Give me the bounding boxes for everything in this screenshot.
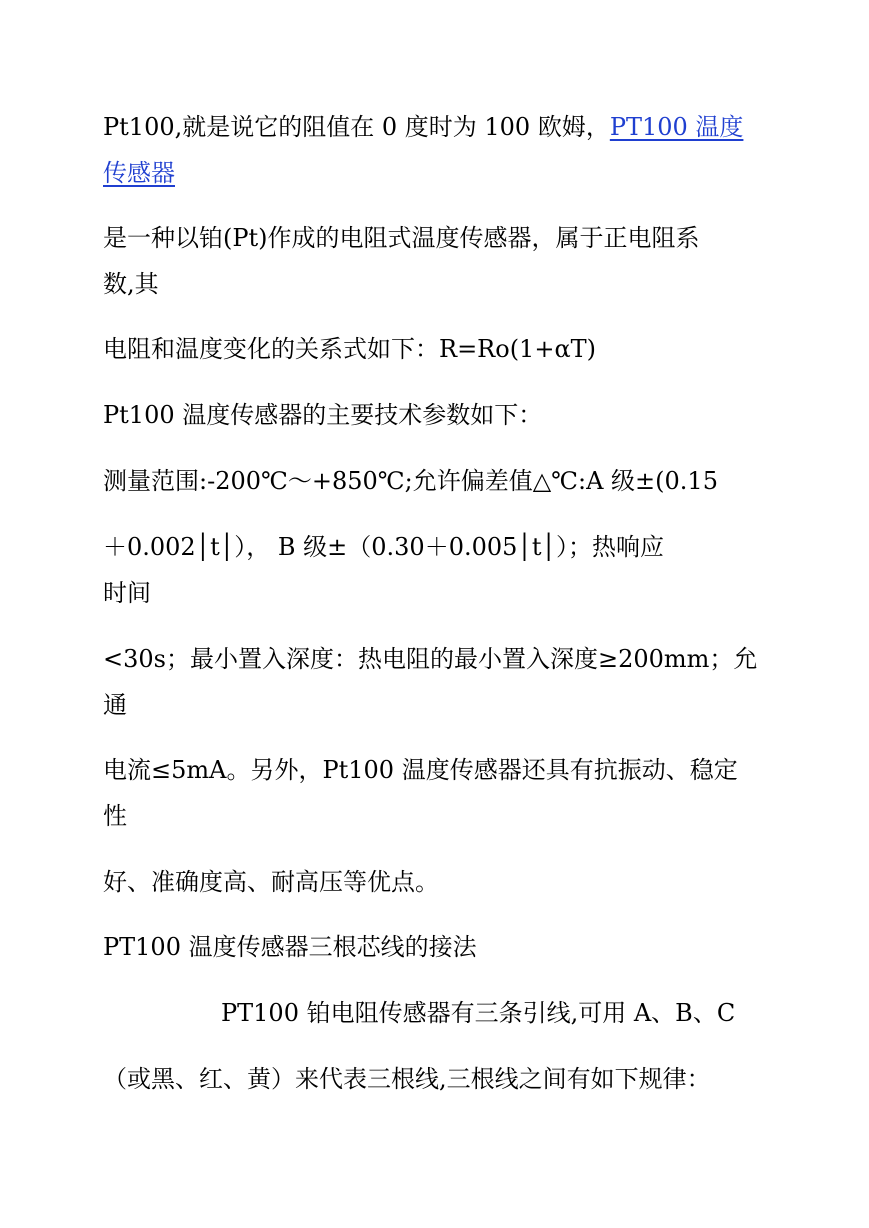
paragraph-advantages: 好、准确度高、耐高压等优点。 <box>103 868 439 896</box>
paragraph-tolerance-line-2: 时间 <box>103 579 151 607</box>
paragraph-tolerance-line-1: ＋0.002│t│）， B 级±（0.30＋0.005│t│）；热响应 <box>103 533 664 561</box>
intro-text: Pt100,就是说它的阻值在 0 度时为 100 欧姆， <box>103 113 610 141</box>
paragraph-definition-line-2: 数,其 <box>103 270 159 298</box>
paragraph-parameters-heading: Pt100 温度传感器的主要技术参数如下： <box>103 401 543 429</box>
paragraph-range: 测量范围:-200℃～+850℃;允许偏差值△℃:A 级±(0.15 <box>103 467 718 495</box>
paragraph-definition-line-1: 是一种以铂(Pt)作成的电阻式温度传感器，属于正电阻系 <box>103 224 700 252</box>
paragraph-formula: 电阻和温度变化的关系式如下：R=Ro(1+αT) <box>103 335 597 363</box>
section-heading-wiring: PT100 温度传感器三根芯线的接法 <box>103 933 477 961</box>
paragraph-intro-line-2 <box>103 150 783 196</box>
paragraph-current-line-2: 性 <box>103 802 127 830</box>
pt100-sensor-link[interactable]: PT100 温度 <box>609 113 744 141</box>
paragraph-response-line-2: 通 <box>103 691 127 719</box>
paragraph-response-line-1: <30s；最小置入深度：热电阻的最小置入深度≥200mm；允 <box>103 645 758 673</box>
paragraph-wiring-line-1: PT100 铂电阻传感器有三条引线,可用 A、B、C <box>221 999 736 1027</box>
pt100-sensor-link-continued[interactable]: 传感器 <box>103 159 175 187</box>
paragraph-current-line-1: 电流≤5mA。另外，Pt100 温度传感器还具有抗振动、稳定 <box>103 756 738 784</box>
paragraph-intro-line-1 <box>103 104 783 150</box>
paragraph-wiring-line-2: （或黑、红、黄）来代表三根线,三根线之间有如下规律： <box>103 1065 711 1093</box>
